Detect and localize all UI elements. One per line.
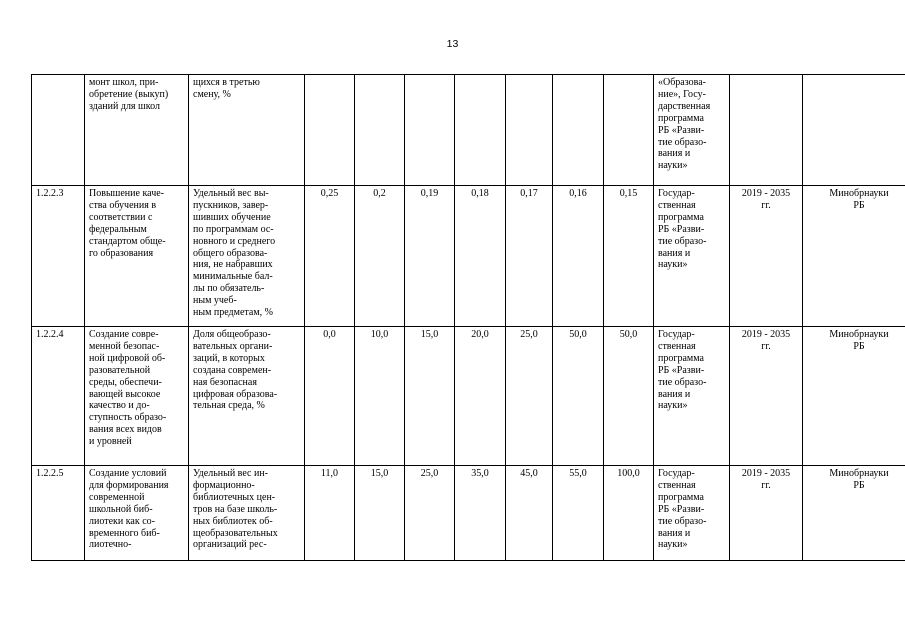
cell-value-text: 10,0 — [370, 329, 389, 340]
cell-value-text: 45,0 — [520, 468, 538, 479]
cell-value-text: 15,0 — [420, 329, 439, 340]
cell-indicator — [189, 466, 305, 561]
cell-value — [553, 466, 604, 561]
cell-value — [405, 75, 455, 186]
cell-value-text: 100,0 — [617, 468, 640, 479]
cell-value — [355, 186, 405, 327]
cell-value — [553, 327, 604, 466]
table-row — [32, 75, 905, 186]
cell-program — [654, 186, 730, 327]
cell-value-text: 25,0 — [420, 468, 439, 479]
cell-indicator-text: Удельный вес ин- формационно- библиотечных цен- тров на базе школь- ных библиотек об- щеобразовательных организаций рес- — [193, 468, 278, 551]
cell-code-text: 1.2.2.4 — [36, 329, 64, 340]
cell-program-text: Государ- ственная программа РБ «Разви- тие образо- вания и науки» — [658, 329, 707, 412]
cell-value — [405, 186, 455, 327]
cell-value — [305, 466, 355, 561]
cell-value — [455, 75, 506, 186]
cell-program — [654, 327, 730, 466]
cell-executor — [803, 75, 905, 186]
cell-value-text: 15,0 — [370, 468, 389, 479]
cell-executor-text: Минобрнауки РБ — [829, 468, 889, 491]
cell-indicator-text: Удельный вес вы- пускников, завер- шивших обучение по программам ос- новного и среднего общего образова- ния, не набравших минимальные бал- лы по обязатель- ным учеб- ным предметам, % — [193, 188, 276, 319]
cell-value-text: 0,17 — [520, 188, 538, 199]
cell-code — [32, 75, 85, 186]
cell-value-text: 0,19 — [420, 188, 439, 199]
cell-measure — [85, 186, 189, 327]
cell-value — [305, 327, 355, 466]
cell-value-text: 25,0 — [520, 329, 538, 340]
cell-indicator — [189, 75, 305, 186]
cell-indicator-text: щихся в третью смену, % — [193, 77, 260, 100]
cell-value — [305, 75, 355, 186]
cell-value — [455, 327, 506, 466]
cell-period — [730, 327, 803, 466]
cell-code — [32, 466, 85, 561]
cell-executor — [803, 186, 905, 327]
cell-period — [730, 466, 803, 561]
cell-period-text: 2019 - 2035 гг. — [741, 188, 791, 211]
cell-measure-text: Создание условий для формирования современной школьной биб- лиотеки как со- временного биб- лиотечно- — [89, 468, 169, 551]
cell-value — [455, 186, 506, 327]
cell-value — [305, 186, 355, 327]
cell-program-text: Государ- ственная программа РБ «Разви- тие образо- вания и науки» — [658, 188, 707, 271]
cell-period — [730, 186, 803, 327]
cell-value — [506, 327, 553, 466]
cell-executor-text: Минобрнауки РБ — [829, 188, 889, 211]
cell-program-text: Государ- ственная программа РБ «Разви- тие образо- вания и науки» — [658, 468, 707, 551]
cell-period-text: 2019 - 2035 гг. — [741, 468, 791, 491]
table-row — [32, 327, 905, 466]
cell-executor-text: Минобрнауки РБ — [829, 329, 889, 352]
cell-value-text: 55,0 — [569, 468, 587, 479]
cell-period — [730, 75, 803, 186]
plan-table — [31, 74, 905, 561]
cell-code-text: 1.2.2.3 — [36, 188, 64, 199]
cell-value-text: 0,18 — [471, 188, 489, 199]
cell-value — [506, 186, 553, 327]
cell-value-text: 50,0 — [569, 329, 587, 340]
cell-value — [355, 327, 405, 466]
cell-value — [405, 327, 455, 466]
cell-measure-text: Создание совре- менной безопас- ной цифровой об- разовательной среды, обеспечи- вающей высокое качество и до- ступность образо- вания всех видов и уровней — [89, 329, 167, 448]
cell-indicator — [189, 186, 305, 327]
page-number: 13 — [446, 38, 459, 50]
cell-measure — [85, 327, 189, 466]
cell-value — [553, 186, 604, 327]
cell-measure — [85, 466, 189, 561]
cell-program — [654, 466, 730, 561]
cell-value-text: 0,16 — [569, 188, 587, 199]
cell-measure-text: монт школ, при- обретение (выкуп) зданий для школ — [89, 77, 169, 112]
cell-measure — [85, 75, 189, 186]
cell-code — [32, 327, 85, 466]
cell-executor — [803, 466, 905, 561]
cell-value-text: 0,0 — [323, 329, 336, 340]
cell-value — [604, 327, 654, 466]
cell-measure-text: Повышение каче- ства обучения в соответствии с федеральным стандартом обще- го образования — [89, 188, 166, 259]
cell-value — [604, 186, 654, 327]
cell-value-text: 0,2 — [373, 188, 386, 199]
cell-value — [553, 75, 604, 186]
cell-value — [355, 466, 405, 561]
cell-program-text: «Образова- ние», Госу- дарственная программа РБ «Разви- тие образо- вания и науки» — [658, 77, 711, 172]
table-row — [32, 186, 905, 327]
cell-indicator-text: Доля общеобразо- вательных органи- заций, в которых создана современ- ная безопасная цифровая образова- тельная среда, % — [193, 329, 278, 412]
cell-value-text: 11,0 — [320, 468, 339, 479]
cell-value-text: 0,25 — [320, 188, 339, 199]
table-row — [32, 466, 905, 561]
cell-value — [604, 75, 654, 186]
cell-value-text: 35,0 — [471, 468, 489, 479]
cell-value-text: 20,0 — [471, 329, 489, 340]
cell-value — [405, 466, 455, 561]
cell-code — [32, 186, 85, 327]
cell-value — [455, 466, 506, 561]
cell-program — [654, 75, 730, 186]
cell-value-text: 50,0 — [619, 329, 638, 340]
cell-code-text: 1.2.2.5 — [36, 468, 64, 479]
cell-executor — [803, 327, 905, 466]
cell-indicator — [189, 327, 305, 466]
cell-period-text: 2019 - 2035 гг. — [741, 329, 791, 352]
cell-value — [506, 75, 553, 186]
cell-value — [506, 466, 553, 561]
cell-value — [604, 466, 654, 561]
cell-value — [355, 75, 405, 186]
cell-value-text: 0,15 — [619, 188, 638, 199]
